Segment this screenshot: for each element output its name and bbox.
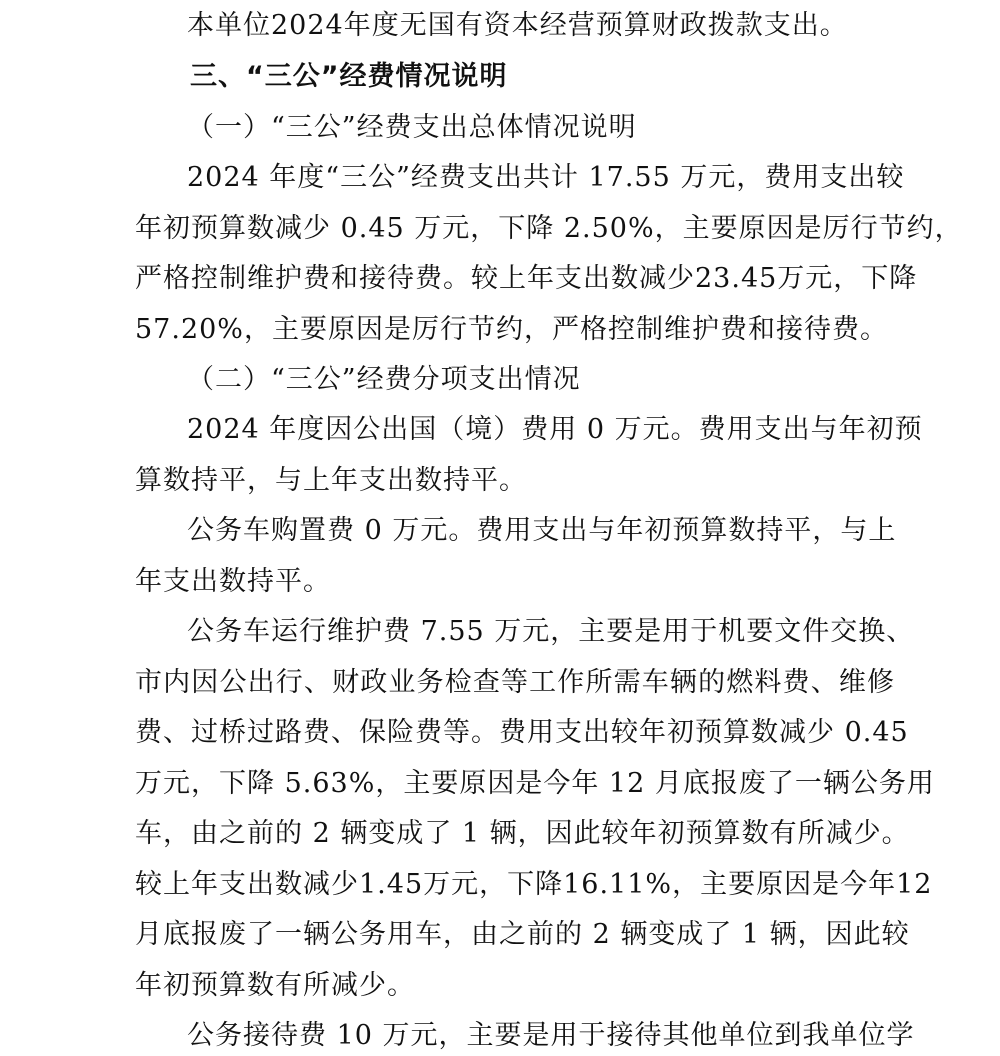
paragraph-line: 本单位2024年度无国有资本经营预算财政拨款支出。: [187, 10, 848, 41]
paragraph-line: 年初预算数有所减少。: [135, 970, 415, 1001]
paragraph-line: 严格控制维护费和接待费。较上年支出数减少23.45万元，下降: [135, 263, 918, 294]
subsection-heading: （二）“三公”经费分项支出情况: [187, 364, 581, 395]
paragraph-line: 万元，下降 5.63%，主要原因是今年 12 月底报废了一辆公务用: [135, 768, 935, 799]
paragraph-line: 公务接待费 10 万元，主要是用于接待其他单位到我单位学: [187, 1020, 915, 1051]
paragraph-line: 算数持平，与上年支出数持平。: [135, 465, 527, 496]
paragraph-line: 市内因公出行、财政业务检查等工作所需车辆的燃料费、维修: [135, 667, 895, 698]
paragraph-line: 公务车运行维护费 7.55 万元，主要是用于机要文件交换、: [187, 616, 915, 647]
paragraph-line: 费、过桥过路费、保险费等。费用支出较年初预算数减少 0.45: [135, 717, 909, 748]
paragraph-line: 较上年支出数减少1.45万元，下降16.11%，主要原因是今年12: [135, 869, 933, 900]
paragraph-line: 2024 年度“三公”经费支出共计 17.55 万元，费用支出较: [187, 162, 905, 193]
paragraph-line: 车，由之前的 2 辆变成了 1 辆，因此较年初预算数有所减少。: [135, 818, 910, 849]
section-heading: 三、“三公”经费情况说明: [190, 61, 508, 92]
paragraph-line: 2024 年度因公出国（境）费用 0 万元。费用支出与年初预: [187, 414, 923, 445]
paragraph-line: 年支出数持平。: [135, 566, 331, 597]
paragraph-line: 月底报废了一辆公务用车，由之前的 2 辆变成了 1 辆，因此较: [135, 919, 910, 950]
subsection-heading: （一）“三公”经费支出总体情况说明: [187, 112, 637, 143]
paragraph-line: 公务车购置费 0 万元。费用支出与年初预算数持平，与上: [187, 515, 897, 546]
paragraph-line: 57.20%，主要原因是厉行节约，严格控制维护费和接待费。: [135, 314, 888, 345]
paragraph-line: 年初预算数减少 0.45 万元，下降 2.50%，主要原因是厉行节约，: [135, 213, 963, 244]
